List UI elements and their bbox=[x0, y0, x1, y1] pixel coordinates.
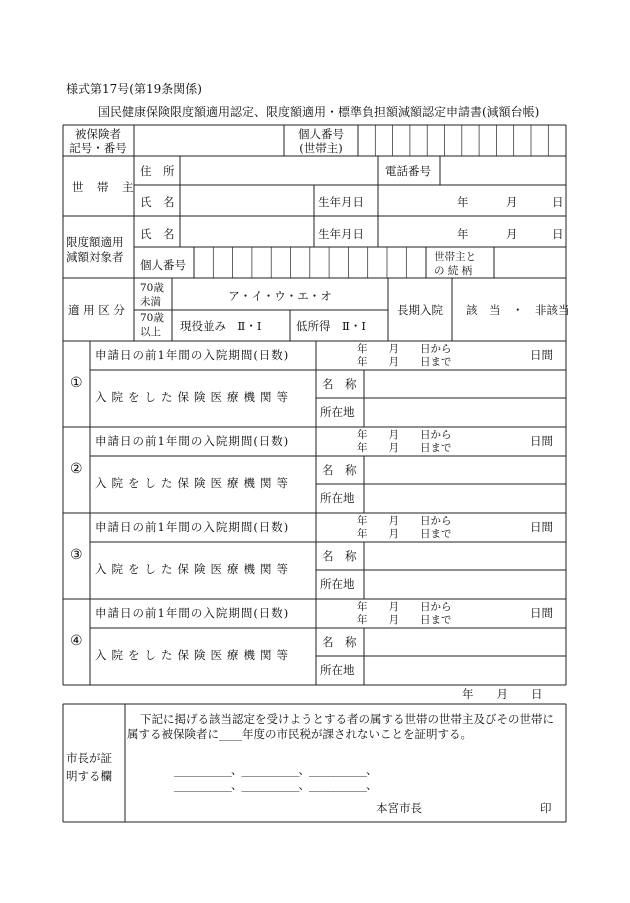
section-number: ③ bbox=[70, 547, 83, 563]
target-label-2: 減額対象者 bbox=[66, 250, 124, 264]
period-to[interactable]: 年 月 日まで bbox=[357, 356, 452, 368]
insured-label-1: 被保険者 bbox=[75, 127, 121, 141]
over70-label-1: 70歳 bbox=[140, 312, 164, 324]
householder-name-field[interactable] bbox=[180, 186, 314, 216]
relation-label-1: 世帯主と bbox=[434, 251, 476, 263]
relation-label-2: の 続 柄 bbox=[434, 265, 473, 277]
institution-name-field[interactable] bbox=[364, 456, 566, 483]
under70-label-1: 70歳 bbox=[140, 282, 164, 294]
period-days[interactable]: 日間 bbox=[530, 606, 553, 620]
institution-name-field[interactable] bbox=[364, 542, 566, 569]
target-personal-no-label: 個人番号 bbox=[140, 258, 186, 272]
institution-location-label: 所在地 bbox=[320, 491, 355, 505]
target-personal-no-field[interactable] bbox=[194, 248, 426, 278]
institution-label: 入院をした保険医療機関等 bbox=[95, 562, 293, 576]
period-days[interactable]: 日間 bbox=[530, 348, 553, 362]
institution-location-field[interactable] bbox=[364, 656, 566, 684]
over70-label-2: 以上 bbox=[140, 326, 161, 338]
period-to[interactable]: 年 月 日まで bbox=[357, 614, 452, 626]
institution-name-label: 名 称 bbox=[322, 463, 357, 477]
under70-label-2: 未満 bbox=[140, 296, 161, 308]
period-label: 申請日の前1年間の入院期間(日数) bbox=[95, 520, 290, 534]
personal-no-label-1: 個人番号 bbox=[298, 127, 344, 141]
target-birth-month: 月 bbox=[506, 227, 518, 241]
period-label: 申請日の前1年間の入院期間(日数) bbox=[95, 434, 290, 448]
category-label: 適 用 区 分 bbox=[68, 303, 125, 317]
householder-birth-month: 月 bbox=[506, 195, 518, 209]
institution-location-label: 所在地 bbox=[320, 663, 355, 677]
insured-id-field[interactable] bbox=[134, 125, 284, 156]
address-field[interactable] bbox=[180, 156, 378, 184]
under70-options[interactable]: ア・イ・ウ・エ・オ bbox=[228, 289, 332, 303]
relation-field[interactable] bbox=[494, 248, 566, 278]
period-from[interactable]: 年 月 日から bbox=[357, 601, 452, 613]
long-term-options[interactable]: 該 当 ・ 非該当 bbox=[466, 303, 570, 317]
form-title: 国民健康保険限度額適用認定、限度額適用・標準負担額減額認定申請書(減額台帳) bbox=[98, 105, 540, 119]
period-to[interactable]: 年 月 日まで bbox=[357, 528, 452, 540]
householder-personal-no-field[interactable] bbox=[358, 125, 566, 156]
low-income-options[interactable]: 低所得 Ⅱ・Ⅰ bbox=[296, 319, 366, 333]
section-number: ① bbox=[70, 375, 83, 391]
period-from[interactable]: 年 月 日から bbox=[357, 429, 452, 441]
householder-birth-label: 生年月日 bbox=[318, 195, 364, 209]
section-number: ④ bbox=[70, 633, 83, 649]
institution-label: 入院をした保険医療機関等 bbox=[95, 390, 293, 404]
target-name-field[interactable] bbox=[180, 217, 314, 247]
institution-label: 入院をした保険医療機関等 bbox=[95, 648, 293, 662]
period-to[interactable]: 年 月 日まで bbox=[357, 442, 452, 454]
target-label-1: 限度額適用 bbox=[66, 235, 124, 249]
target-name-label: 氏 名 bbox=[140, 227, 175, 241]
institution-location-label: 所在地 bbox=[320, 405, 355, 419]
institution-location-field[interactable] bbox=[364, 484, 566, 512]
householder-birth-year: 年 bbox=[457, 195, 469, 209]
institution-location-field[interactable] bbox=[364, 398, 566, 426]
cert-label-1: 市長が証 bbox=[66, 751, 112, 765]
cert-text-1: 下記に掲げる該当認定を受けようとする者の属する世帯の世帯主及びその世帯に bbox=[140, 712, 554, 726]
period-from[interactable]: 年 月 日から bbox=[357, 515, 452, 527]
seal-mark: 印 bbox=[540, 801, 552, 815]
cert-blank-row-2[interactable]: ____________、____________、____________、 bbox=[174, 778, 377, 792]
period-label: 申請日の前1年間の入院期間(日数) bbox=[95, 606, 290, 620]
phone-label: 電話番号 bbox=[385, 164, 431, 178]
cert-label-2: 明する欄 bbox=[66, 769, 112, 783]
current-income-options[interactable]: 現役並み Ⅱ・Ⅰ bbox=[180, 319, 262, 333]
period-days[interactable]: 日間 bbox=[530, 434, 553, 448]
householder-birth-day: 日 bbox=[552, 195, 564, 209]
institution-location-label: 所在地 bbox=[320, 577, 355, 591]
section-number: ② bbox=[70, 461, 83, 477]
institution-name-label: 名 称 bbox=[322, 549, 357, 563]
personal-no-label-2: (世帯主) bbox=[299, 141, 343, 155]
form-number: 様式第17号(第19条関係) bbox=[66, 82, 202, 96]
cert-text-2: 属する被保険者に____年度の市民税が課されないことを証明する。 bbox=[127, 727, 472, 741]
householder-label: 世 帯 主 bbox=[72, 180, 135, 194]
institution-location-field[interactable] bbox=[364, 570, 566, 598]
institution-name-field[interactable] bbox=[364, 628, 566, 655]
target-birth-label: 生年月日 bbox=[318, 227, 364, 241]
institution-name-label: 名 称 bbox=[322, 377, 357, 391]
insured-label-2: 記号・番号 bbox=[69, 141, 127, 155]
period-label: 申請日の前1年間の入院期間(日数) bbox=[95, 348, 290, 362]
target-birth-year: 年 bbox=[457, 227, 469, 241]
householder-name-label: 氏 名 bbox=[140, 195, 175, 209]
cert-blank-row-1[interactable]: ____________、____________、____________、 bbox=[174, 763, 377, 777]
date-line: 年 月 日 bbox=[462, 687, 543, 701]
period-days[interactable]: 日間 bbox=[530, 520, 553, 534]
long-term-label: 長期入院 bbox=[397, 303, 443, 317]
institution-name-label: 名 称 bbox=[322, 635, 357, 649]
target-birth-day: 日 bbox=[552, 227, 564, 241]
phone-field[interactable] bbox=[440, 156, 566, 184]
period-from[interactable]: 年 月 日から bbox=[357, 343, 452, 355]
institution-label: 入院をした保険医療機関等 bbox=[95, 476, 293, 490]
address-label: 住 所 bbox=[140, 164, 175, 178]
institution-name-field[interactable] bbox=[364, 370, 566, 397]
mayor-name: 本宮市長 bbox=[376, 801, 422, 815]
